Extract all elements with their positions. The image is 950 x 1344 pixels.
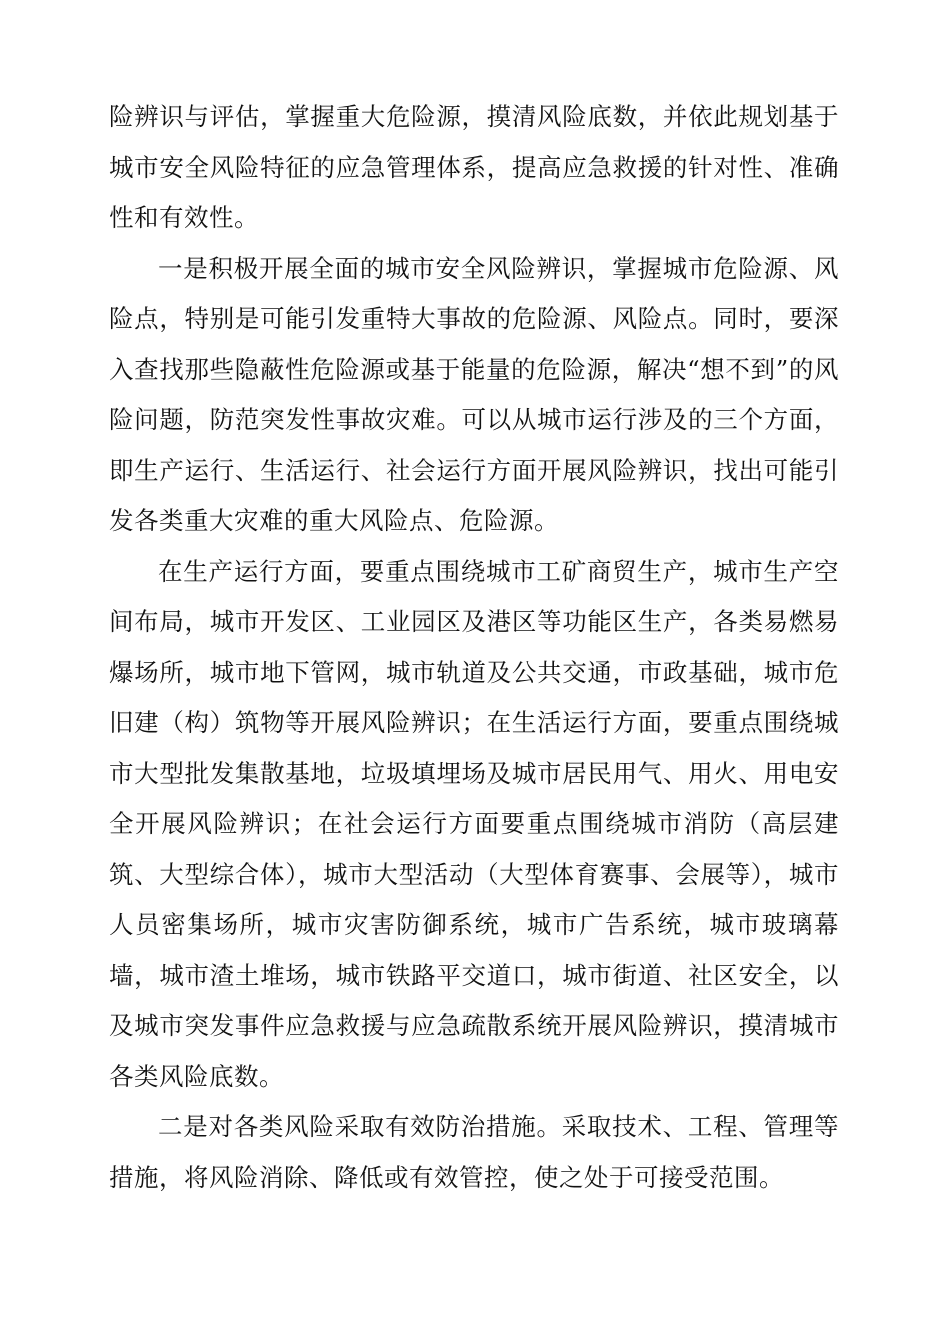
paragraph-operation-aspects: 在生产运行方面，要重点围绕城市工矿商贸生产，城市生产空间布局，城市开发区、工业园区及港区等功能区生产，各类易燃易爆场所，城市地下管网，城市轨道及公共交通，市政基础，城市危旧建（构）筑物等开展风险辨识；在生活运行方面，要重点围绕城市大型批发集散基地，垃圾填埋场及城市居民用气、用火、用电安全开展风险辨识；在社会运行方面要重点围绕城市消防（高层建筑、大型综合体），城市大型活动（大型体育赛事、会展等），城市人员密集场所，城市灾害防御系统，城市广告系统，城市玻璃幕墙，城市渣土堆场，城市铁路平交道口，城市街道、社区安全，以及城市突发事件应急救援与应急疏散系统开展风险辨识，摸清城市各类风险底数。: [109, 556, 839, 1091]
paragraph-risk-assessment-continuation: 险辨识与评估，掌握重大危险源，摸清风险底数，并依此规划基于城市安全风险特征的应急管理体系，提高应急救援的针对性、准确性和有效性。: [109, 102, 839, 232]
paragraph-prevention-measures: 二是对各类风险采取有效防治措施。采取技术、工程、管理等措施，将风险消除、降低或有效管控，使之处于可接受范围。: [109, 1112, 839, 1192]
document-body: [109, 92, 839, 1203]
paragraph-risk-identification: 一是积极开展全面的城市安全风险辨识，掌握城市危险源、风险点，特别是可能引发重特大事故的危险源、风险点。同时，要深入查找那些隐蔽性危险源或基于能量的危险源，解决“想不到”的风险问题，防范突发性事故灾难。可以从城市运行涉及的三个方面，即生产运行、生活运行、社会运行方面开展风险辨识，找出可能引发各类重大灾难的重大风险点、危险源。: [109, 253, 839, 535]
